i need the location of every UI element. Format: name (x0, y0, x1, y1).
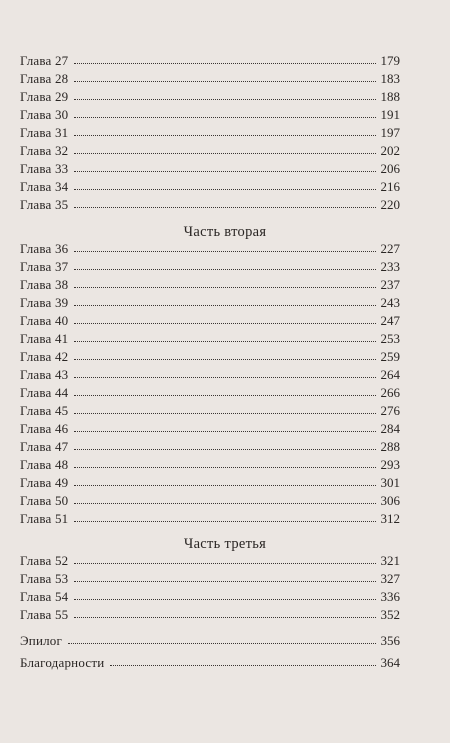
toc-entry-page: 179 (380, 53, 400, 68)
toc-entry-page: 259 (380, 349, 400, 364)
toc-entry-chapter-44 (20, 384, 400, 402)
toc-entry-page: 206 (380, 161, 400, 176)
toc-entry-page: 247 (380, 313, 400, 328)
toc-entry-chapter-36 (20, 240, 400, 258)
dot-leader (74, 179, 376, 190)
toc-entry-label: Глава 28 (20, 71, 69, 86)
dot-leader (110, 655, 376, 666)
toc-entry-label: Глава 44 (20, 385, 69, 400)
toc-entry-label: Глава 30 (20, 107, 69, 122)
dot-leader (74, 277, 376, 288)
toc-entry-chapter-35 (20, 196, 400, 214)
toc-entry-chapter-51 (20, 510, 400, 528)
dot-leader (74, 511, 376, 522)
toc-entry-page: 284 (380, 421, 400, 436)
toc-entry-chapter-52 (20, 552, 400, 570)
dot-leader (74, 403, 376, 414)
dot-leader (74, 367, 376, 378)
toc-entry-label: Глава 42 (20, 349, 69, 364)
toc-entry-label: Глава 38 (20, 277, 69, 292)
toc-entry-label: Благодарности (20, 655, 105, 670)
toc-entry-chapter-49 (20, 474, 400, 492)
dot-leader (74, 385, 376, 396)
dot-leader (74, 295, 376, 306)
toc-entry-page: 220 (380, 197, 400, 212)
part-two-heading: Часть вторая (183, 224, 267, 240)
dot-leader (74, 493, 376, 504)
toc-entry-chapter-32 (20, 142, 400, 160)
toc-entry-chapter-31 (20, 124, 400, 142)
toc-entry-chapter-47 (20, 438, 400, 456)
toc-entry-acknowledgements (20, 654, 400, 672)
toc-entry-page: 264 (380, 367, 400, 382)
toc-entry-page: 327 (380, 571, 400, 586)
dot-leader (74, 125, 376, 136)
dot-leader (74, 571, 376, 582)
toc-entry-chapter-27 (20, 52, 400, 70)
toc-entry-chapter-30 (20, 106, 400, 124)
toc-entry-page: 227 (380, 241, 400, 256)
toc-entry-page: 233 (380, 259, 400, 274)
dot-leader (74, 475, 376, 486)
dot-leader (74, 259, 376, 270)
toc-entry-label: Глава 37 (20, 259, 69, 274)
toc-entry-label: Глава 50 (20, 493, 69, 508)
toc-entry-epilogue (20, 632, 400, 650)
toc-entry-label: Глава 43 (20, 367, 69, 382)
toc-entry-page: 321 (380, 553, 400, 568)
toc-entry-chapter-42 (20, 348, 400, 366)
toc-entry-page: 188 (380, 89, 400, 104)
dot-leader (74, 439, 376, 450)
toc-entry-label: Глава 33 (20, 161, 69, 176)
toc-entry-chapter-45 (20, 402, 400, 420)
dot-leader (74, 89, 376, 100)
toc-entry-label: Эпилог (20, 633, 63, 648)
toc-entry-label: Глава 45 (20, 403, 69, 418)
toc-entry-page: 301 (380, 475, 400, 490)
toc-entry-chapter-54 (20, 588, 400, 606)
dot-leader (74, 161, 376, 172)
dot-leader (74, 143, 376, 154)
toc-entry-chapter-46 (20, 420, 400, 438)
toc-entry-page: 306 (380, 493, 400, 508)
toc-entry-label: Глава 51 (20, 511, 69, 526)
toc-entry-label: Глава 54 (20, 589, 69, 604)
toc-entry-label: Глава 47 (20, 439, 69, 454)
toc-entry-label: Глава 39 (20, 295, 69, 310)
toc-entry-page: 276 (380, 403, 400, 418)
toc-entry-page: 183 (380, 71, 400, 86)
dot-leader (74, 607, 376, 618)
toc-entry-chapter-29 (20, 88, 400, 106)
toc-entry-chapter-37 (20, 258, 400, 276)
toc-entry-page: 364 (380, 655, 400, 670)
toc-entry-page: 191 (380, 107, 400, 122)
toc-entry-label: Глава 32 (20, 143, 69, 158)
toc-entry-chapter-55 (20, 606, 400, 624)
dot-leader (74, 553, 376, 564)
dot-leader (74, 457, 376, 468)
toc-entry-chapter-50 (20, 492, 400, 510)
dot-leader (74, 71, 376, 82)
toc-entry-page: 197 (380, 125, 400, 140)
toc-entry-page: 356 (380, 633, 400, 648)
toc-entry-label: Глава 29 (20, 89, 69, 104)
toc-entry-chapter-38 (20, 276, 400, 294)
toc-entry-label: Глава 48 (20, 457, 69, 472)
toc-entry-label: Глава 52 (20, 553, 69, 568)
toc-entry-label: Глава 35 (20, 197, 69, 212)
toc-entry-chapter-43 (20, 366, 400, 384)
toc-entry-chapter-33 (20, 160, 400, 178)
dot-leader (74, 107, 376, 118)
part-three-heading: Часть третья (183, 536, 267, 552)
toc-entry-chapter-28 (20, 70, 400, 88)
dot-leader (74, 349, 376, 360)
toc-entry-page: 312 (380, 511, 400, 526)
toc-entry-label: Глава 34 (20, 179, 69, 194)
toc-entry-label: Глава 53 (20, 571, 69, 586)
toc-entry-chapter-34 (20, 178, 400, 196)
dot-leader (74, 589, 376, 600)
toc-entry-label: Глава 46 (20, 421, 69, 436)
toc-entry-chapter-40 (20, 312, 400, 330)
dot-leader (74, 241, 376, 252)
dot-leader (74, 197, 376, 208)
toc-entry-page: 266 (380, 385, 400, 400)
dot-leader (74, 331, 376, 342)
toc-entry-label: Глава 36 (20, 241, 69, 256)
toc-entry-chapter-48 (20, 456, 400, 474)
toc-entry-page: 243 (380, 295, 400, 310)
toc-entry-page: 336 (380, 589, 400, 604)
toc-entry-page: 352 (380, 607, 400, 622)
dot-leader (68, 633, 376, 644)
toc-entry-label: Глава 40 (20, 313, 69, 328)
toc-entry-label: Глава 27 (20, 53, 69, 68)
toc-entry-page: 288 (380, 439, 400, 454)
dot-leader (74, 313, 376, 324)
toc-entry-page: 216 (380, 179, 400, 194)
dot-leader (74, 421, 376, 432)
toc-entry-chapter-39 (20, 294, 400, 312)
toc-entry-page: 293 (380, 457, 400, 472)
toc-entry-page: 237 (380, 277, 400, 292)
toc-entry-label: Глава 41 (20, 331, 69, 346)
toc-entry-label: Глава 55 (20, 607, 69, 622)
toc-entry-page: 253 (380, 331, 400, 346)
toc-entry-chapter-53 (20, 570, 400, 588)
toc-entry-chapter-41 (20, 330, 400, 348)
toc-entry-label: Глава 31 (20, 125, 69, 140)
dot-leader (74, 53, 376, 64)
toc-entry-page: 202 (380, 143, 400, 158)
toc-entry-label: Глава 49 (20, 475, 69, 490)
